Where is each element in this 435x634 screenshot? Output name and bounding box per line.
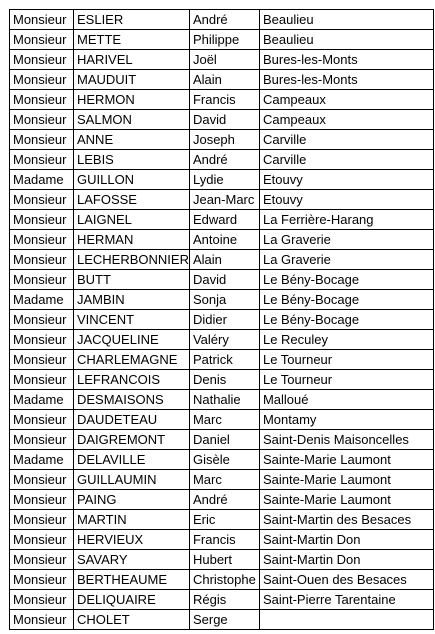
prenom-cell: Lydie [189,170,259,190]
table-row [10,290,434,310]
civilite-cell: Monsieur [10,70,74,90]
commune-cell: Bures-les-Monts [259,70,433,90]
nom-cell: ESLIER [74,10,190,30]
commune-cell: Etouvy [259,170,433,190]
nom-cell: GUILLON [74,170,190,190]
prenom-cell: Serge [189,610,259,630]
prenom-cell: Antoine [189,230,259,250]
members-table [9,9,434,630]
nom-cell: LEFRANCOIS [74,370,190,390]
commune-cell: Saint-Martin Don [259,550,433,570]
commune-cell: Campeaux [259,110,433,130]
table-row [10,590,434,610]
civilite-cell: Monsieur [10,210,74,230]
prenom-cell: Jean-Marc [189,190,259,210]
civilite-cell: Monsieur [10,150,74,170]
prenom-cell: Eric [189,510,259,530]
nom-cell: HARIVEL [74,50,190,70]
commune-cell: Sainte-Marie Laumont [259,450,433,470]
nom-cell: DESMAISONS [74,390,190,410]
nom-cell: MAUDUIT [74,70,190,90]
civilite-cell: Monsieur [10,370,74,390]
nom-cell: METTE [74,30,190,50]
civilite-cell: Madame [10,290,74,310]
table-row [10,430,434,450]
civilite-cell: Monsieur [10,10,74,30]
table-row [10,230,434,250]
prenom-cell: Régis [189,590,259,610]
civilite-cell: Monsieur [10,410,74,430]
table-row [10,490,434,510]
prenom-cell: Denis [189,370,259,390]
prenom-cell: André [189,150,259,170]
civilite-cell: Monsieur [10,310,74,330]
commune-cell: Le Reculey [259,330,433,350]
prenom-cell: Marc [189,470,259,490]
table-row [10,190,434,210]
nom-cell: DAUDETEAU [74,410,190,430]
table-row [10,130,434,150]
prenom-cell: Alain [189,70,259,90]
commune-cell: Bures-les-Monts [259,50,433,70]
commune-cell: Le Bény-Bocage [259,270,433,290]
prenom-cell: Francis [189,90,259,110]
table-row [10,70,434,90]
civilite-cell: Monsieur [10,610,74,630]
nom-cell: LAFOSSE [74,190,190,210]
commune-cell: Saint-Martin Don [259,530,433,550]
table-row [10,350,434,370]
prenom-cell: David [189,110,259,130]
nom-cell: BERTHEAUME [74,570,190,590]
nom-cell: HERMAN [74,230,190,250]
nom-cell: CHARLEMAGNE [74,350,190,370]
commune-cell: La Graverie [259,230,433,250]
civilite-cell: Monsieur [10,590,74,610]
civilite-cell: Monsieur [10,190,74,210]
prenom-cell: Nathalie [189,390,259,410]
commune-cell [259,610,433,630]
commune-cell: Carville [259,150,433,170]
prenom-cell: Joël [189,50,259,70]
prenom-cell: Francis [189,530,259,550]
table-row [10,110,434,130]
prenom-cell: Daniel [189,430,259,450]
table-row [10,250,434,270]
prenom-cell: Didier [189,310,259,330]
civilite-cell: Monsieur [10,530,74,550]
prenom-cell: Joseph [189,130,259,150]
civilite-cell: Madame [10,450,74,470]
table-row [10,610,434,630]
nom-cell: ANNE [74,130,190,150]
civilite-cell: Monsieur [10,50,74,70]
prenom-cell: Alain [189,250,259,270]
table-row [10,570,434,590]
table-container [9,9,434,630]
table-row [10,370,434,390]
table-row [10,150,434,170]
civilite-cell: Monsieur [10,510,74,530]
civilite-cell: Monsieur [10,230,74,250]
nom-cell: SALMON [74,110,190,130]
civilite-cell: Monsieur [10,110,74,130]
prenom-cell: Christophe [189,570,259,590]
commune-cell: Sainte-Marie Laumont [259,470,433,490]
civilite-cell: Monsieur [10,30,74,50]
nom-cell: MARTIN [74,510,190,530]
nom-cell: PAING [74,490,190,510]
commune-cell: Saint-Pierre Tarentaine [259,590,433,610]
commune-cell: Beaulieu [259,30,433,50]
prenom-cell: Hubert [189,550,259,570]
nom-cell: DELIQUAIRE [74,590,190,610]
prenom-cell: Philippe [189,30,259,50]
prenom-cell: Patrick [189,350,259,370]
nom-cell: LEBIS [74,150,190,170]
prenom-cell: Edward [189,210,259,230]
commune-cell: Saint-Ouen des Besaces [259,570,433,590]
table-row [10,410,434,430]
civilite-cell: Monsieur [10,550,74,570]
commune-cell: La Graverie [259,250,433,270]
commune-cell: Le Bény-Bocage [259,290,433,310]
prenom-cell: Marc [189,410,259,430]
commune-cell: Beaulieu [259,10,433,30]
nom-cell: SAVARY [74,550,190,570]
prenom-cell: André [189,490,259,510]
nom-cell: HERVIEUX [74,530,190,550]
civilite-cell: Monsieur [10,90,74,110]
commune-cell: Carville [259,130,433,150]
commune-cell: Le Tourneur [259,350,433,370]
commune-cell: Saint-Martin des Besaces [259,510,433,530]
table-row [10,90,434,110]
nom-cell: DAIGREMONT [74,430,190,450]
table-row [10,390,434,410]
table-row [10,270,434,290]
nom-cell: HERMON [74,90,190,110]
table-row [10,330,434,350]
prenom-cell: Valéry [189,330,259,350]
table-row [10,170,434,190]
civilite-cell: Monsieur [10,490,74,510]
table-row [10,210,434,230]
nom-cell: LAIGNEL [74,210,190,230]
nom-cell: BUTT [74,270,190,290]
civilite-cell: Monsieur [10,250,74,270]
civilite-cell: Madame [10,170,74,190]
table-row [10,470,434,490]
table-row [10,310,434,330]
nom-cell: LECHERBONNIER [74,250,190,270]
civilite-cell: Monsieur [10,570,74,590]
commune-cell: Campeaux [259,90,433,110]
nom-cell: JACQUELINE [74,330,190,350]
table-row [10,10,434,30]
commune-cell: Etouvy [259,190,433,210]
civilite-cell: Monsieur [10,270,74,290]
prenom-cell: Gisèle [189,450,259,470]
prenom-cell: Sonja [189,290,259,310]
civilite-cell: Monsieur [10,130,74,150]
table-row [10,50,434,70]
civilite-cell: Monsieur [10,350,74,370]
commune-cell: Sainte-Marie Laumont [259,490,433,510]
nom-cell: DELAVILLE [74,450,190,470]
prenom-cell: André [189,10,259,30]
civilite-cell: Monsieur [10,430,74,450]
commune-cell: Saint-Denis Maisoncelles [259,430,433,450]
nom-cell: VINCENT [74,310,190,330]
commune-cell: La Ferrière-Harang [259,210,433,230]
commune-cell: Le Tourneur [259,370,433,390]
table-row [10,510,434,530]
nom-cell: CHOLET [74,610,190,630]
commune-cell: Montamy [259,410,433,430]
table-row [10,30,434,50]
prenom-cell: David [189,270,259,290]
table-row [10,550,434,570]
commune-cell: Malloué [259,390,433,410]
table-row [10,450,434,470]
table-body [10,10,434,630]
commune-cell: Le Bény-Bocage [259,310,433,330]
nom-cell: GUILLAUMIN [74,470,190,490]
table-row [10,530,434,550]
civilite-cell: Madame [10,390,74,410]
civilite-cell: Monsieur [10,470,74,490]
nom-cell: JAMBIN [74,290,190,310]
civilite-cell: Monsieur [10,330,74,350]
